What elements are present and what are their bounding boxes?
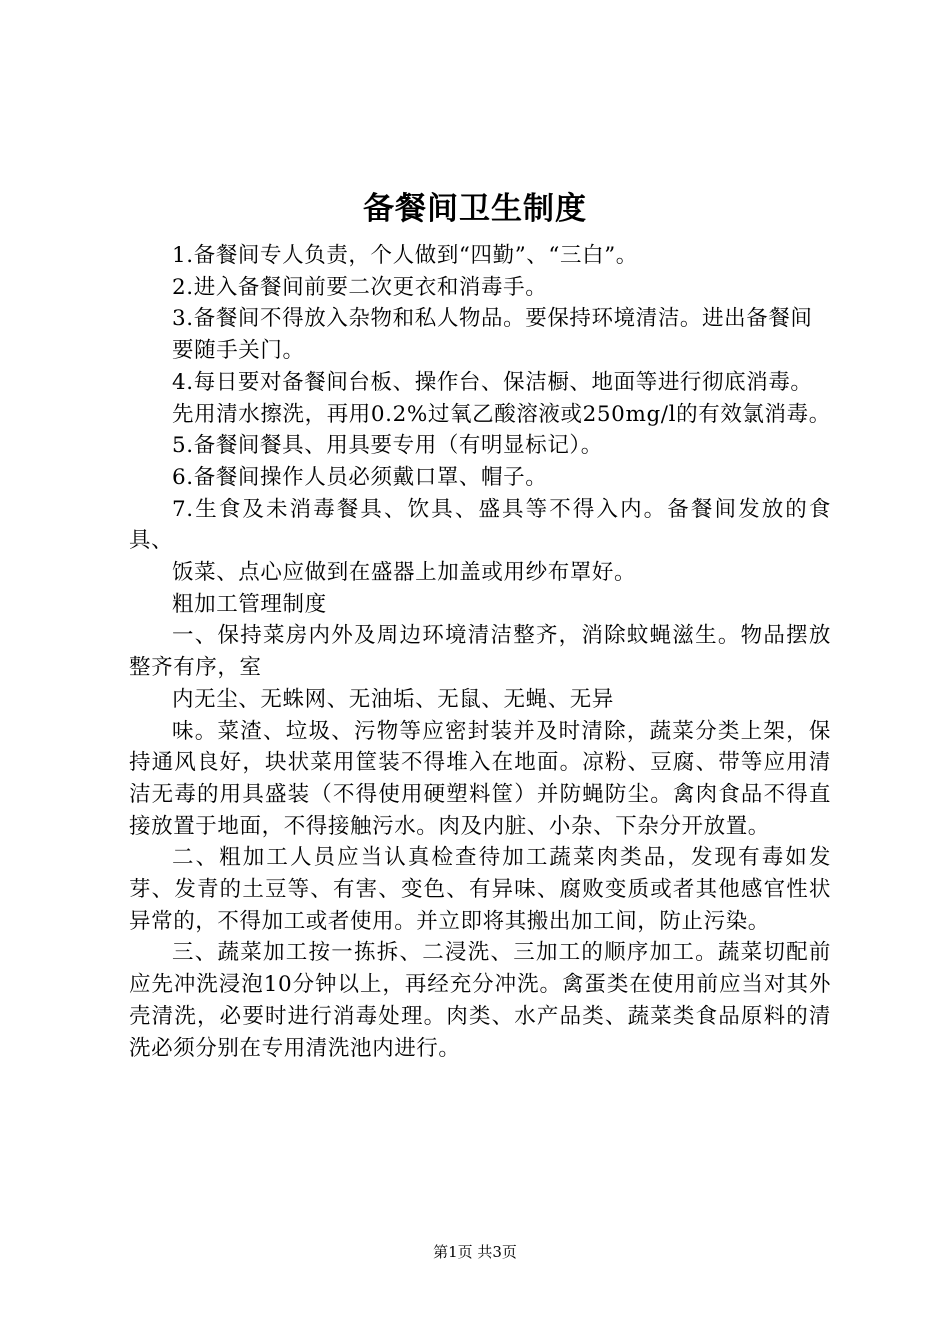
paragraph-14: 味。菜渣、垃圾、污物等应密封装并及时清除，蔬菜分类上架，保持通风良好，块状菜用筐装不得堆入在地面。凉粉、豆腐、带等应用清洁无毒的用具盛装（不得使用硬塑料筐）并防蝇防尘。禽肉食品不得直接放置于地面，不得接触污水。肉及内脏、小杂、下杂分开放置。	[129, 718, 831, 839]
paragraph-5: 4.每日要对备餐间台板、操作台、保洁橱、地面等进行彻底消毒。	[172, 369, 813, 395]
paragraph-10: 饭菜、点心应做到在盛器上加盖或用纱布罩好。	[172, 560, 637, 586]
paragraph-6: 先用清水擦洗，再用0.2%过氧乙酸溶液或250mg/l的有效氯消毒。	[172, 401, 831, 427]
paragraph-1: 1.备餐间专人负责，个人做到“四勤”、“三白”。	[172, 243, 638, 268]
document-body	[129, 240, 831, 1064]
paragraph-4: 要随手关门。	[172, 338, 305, 364]
paragraph-15: 二、粗加工人员应当认真检查待加工蔬菜肉类品，发现有毒如发芽、发青的土豆等、有害、变色、有异味、腐败变质或者其他感官性状异常的，不得加工或者使用。并立即将其搬出加工间，防止污染。	[129, 845, 831, 934]
page-number-footer: 第1页 共3页	[433, 1243, 517, 1261]
paragraph-2: 2.进入备餐间前要二次更衣和消毒手。	[172, 274, 548, 300]
paragraph-16: 三、蔬菜加工按一拣拆、二浸洗、三加工的顺序加工。蔬菜切配前应先冲洗浸泡10分钟以上，再经充分冲洗。禽蛋类在使用前应当对其外壳清洗，必要时进行消毒处理。肉类、水产品类、蔬菜类食品原料的清洗必须分别在专用清洗池内进行。	[129, 940, 831, 1061]
paragraph-8: 6.备餐间操作人员必须戴口罩、帽子。	[172, 464, 548, 490]
paragraph-13: 内无尘、无蛛网、无油垢、无鼠、无蝇、无异	[172, 686, 615, 712]
paragraph-9: 7.生食及未消毒餐具、饮具、盛具等不得入内。备餐间发放的食具、	[129, 496, 831, 554]
document-title: 备餐间卫生制度	[363, 191, 587, 227]
paragraph-7: 5.备餐间餐具、用具要专用（有明显标记）。	[172, 433, 603, 459]
section-heading: 粗加工管理制度	[172, 591, 327, 617]
paragraph-3: 3.备餐间不得放入杂物和私人物品。要保持环境清洁。进出备餐间	[172, 306, 813, 332]
paragraph-12: 一、保持菜房内外及周边环境清洁整齐，消除蚊蝇滋生。物品摆放整齐有序，室	[129, 623, 831, 681]
